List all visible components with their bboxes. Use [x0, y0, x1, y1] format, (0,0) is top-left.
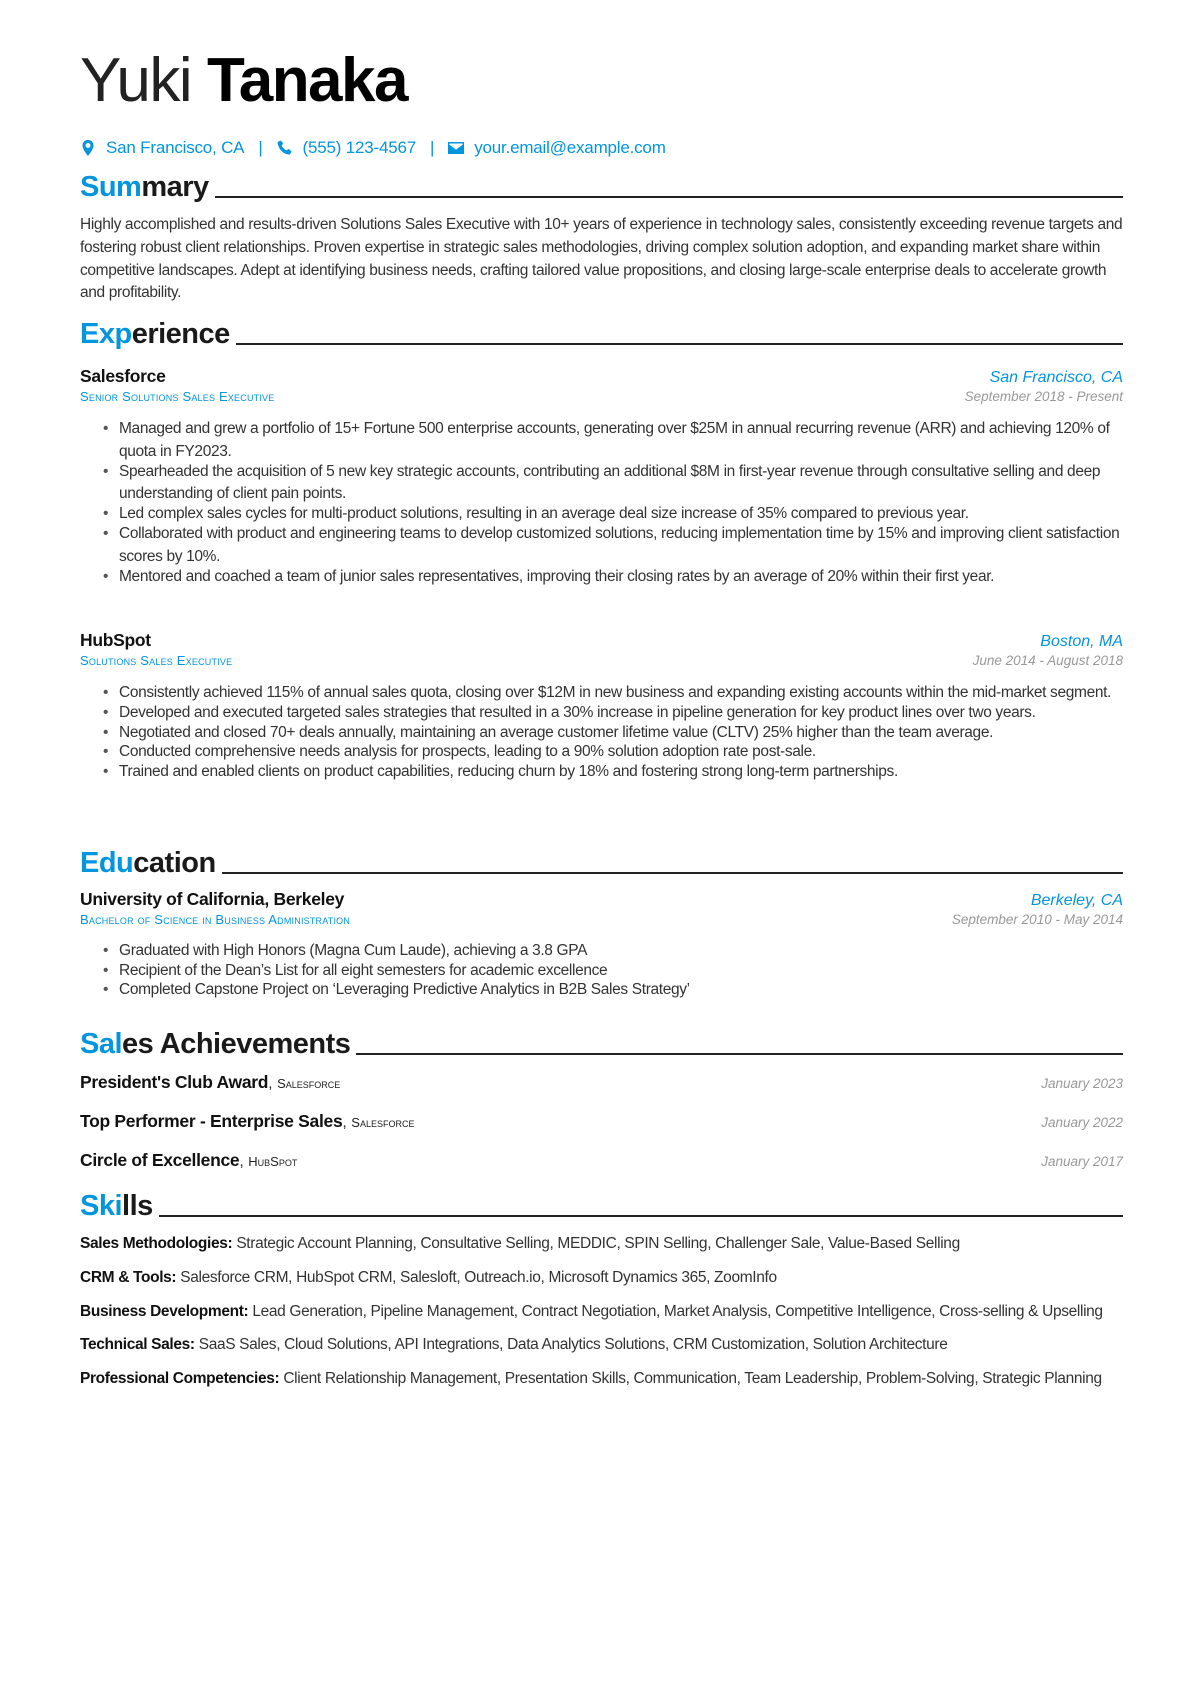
- achievement-item: President's Club Award, Salesforce January 2023: [80, 1072, 1123, 1092]
- separator: |: [258, 138, 263, 157]
- bullet: • Recipient of the Dean’s List for all eight semesters for academic excellence: [119, 961, 1123, 981]
- summary-section: [80, 170, 1123, 305]
- job-dates: September 2018 - Present: [964, 389, 1123, 404]
- heading-rest: mary: [141, 171, 209, 203]
- heading-accent: Ski: [80, 1190, 123, 1222]
- achievement-title: Top Performer - Enterprise Sales: [80, 1111, 343, 1131]
- first-name: Yuki: [80, 46, 192, 115]
- skill-row: [80, 1233, 1123, 1256]
- heading-rest: cation: [133, 847, 216, 879]
- experience-section: [80, 317, 1123, 351]
- bullet: • Consistently achieved 115% of annual sales quota, closing over $12M in new business and expanding existing accounts within the mid-market segment.: [119, 682, 1123, 705]
- bullet: • Spearheaded the acquisition of 5 new key strategic accounts, contributing an additional $8M in first-year revenue through consultative selling and deep understanding of client pain points.: [119, 461, 1123, 507]
- achievements-section: [80, 1027, 1123, 1171]
- achievement-org: HubSpot: [248, 1154, 298, 1169]
- company: Salesforce: [80, 366, 166, 386]
- section-heading: [80, 846, 1123, 880]
- heading-accent: Edu: [80, 847, 134, 879]
- school: University of California, Berkeley: [80, 889, 345, 909]
- heading-accent: Exp: [80, 318, 132, 350]
- envelope-icon: [448, 140, 464, 156]
- job-location: San Francisco, CA: [989, 369, 1123, 386]
- skill-row: [80, 1368, 1123, 1391]
- skill-row: [80, 1301, 1123, 1324]
- achievement-item: Top Performer - Enterprise Sales, Salesforce January 2022: [80, 1111, 1123, 1131]
- heading-accent: Sal: [80, 1028, 123, 1060]
- skill-row: [80, 1267, 1123, 1290]
- skill-value: Strategic Account Planning, Consultative Selling, MEDDIC, SPIN Selling, Challenger Sale, Value-Based Selling: [236, 1235, 960, 1252]
- degree: Bachelor of Science in Business Administration: [80, 912, 351, 927]
- job-bullets: [80, 418, 1123, 588]
- job-title: Senior Solutions Sales Executive: [80, 389, 275, 404]
- section-rule: [222, 872, 1123, 874]
- achievement-org: Salesforce: [351, 1115, 415, 1130]
- last-name: Tanaka: [206, 46, 408, 115]
- education-section: [80, 846, 1123, 1000]
- separator: |: [430, 138, 435, 157]
- bullet: • Led complex sales cycles for multi-product solutions, resulting in an average deal size increase of 35% compared to previous year.: [119, 503, 1123, 526]
- bullet: • Negotiated and closed 70+ deals annually, maintaining an average customer lifetime value (CLTV) 25% higher than the team average.: [119, 722, 1123, 745]
- bullet: • Graduated with High Honors (Magna Cum Laude), achieving a 3.8 GPA: [119, 941, 1123, 961]
- skill-value: Salesforce CRM, HubSpot CRM, Salesloft, Outreach.io, Microsoft Dynamics 365, ZoomInfo: [180, 1268, 777, 1286]
- job-entry: [80, 630, 1123, 784]
- bullet: • Mentored and coached a team of junior sales representatives, improving their closing rates by an average of 20% within their first year.: [119, 566, 1123, 589]
- skill-label: Technical Sales:: [80, 1336, 195, 1354]
- candidate-name: [80, 44, 1123, 118]
- heading-rest: lls: [122, 1190, 153, 1222]
- skill-row: [80, 1334, 1123, 1357]
- job-title: Solutions Sales Executive: [80, 653, 233, 668]
- heading-accent: Sum: [80, 171, 142, 203]
- skill-label: Business Development:: [80, 1302, 249, 1320]
- education-bullets: [80, 941, 1123, 1000]
- heading-rest: erience: [131, 318, 230, 350]
- email-link[interactable]: your.email@example.com: [474, 138, 666, 157]
- skills-section: [80, 1189, 1123, 1391]
- section-heading: [80, 1027, 1123, 1061]
- phone-icon: [277, 140, 293, 156]
- heading-rest: es Achievements: [122, 1028, 351, 1060]
- section-heading: [80, 317, 1123, 351]
- bullet: • Developed and executed targeted sales strategies that resulted in a 30% increase in pipeline generation for key product lines over two years.: [119, 702, 1123, 725]
- section-heading: [80, 170, 1123, 204]
- skill-label: CRM & Tools:: [80, 1268, 177, 1286]
- achievement-title: Circle of Excellence: [80, 1150, 240, 1170]
- bullet: • Collaborated with product and engineering teams to develop customized solutions, reducing implementation time by 15% and improving client satisfaction scores by 10%.: [119, 523, 1123, 569]
- map-marker-icon: [80, 140, 96, 156]
- job-location: Boston, MA: [1040, 633, 1123, 650]
- achievement-title: President's Club Award: [80, 1072, 269, 1092]
- skill-value: Client Relationship Management, Presentation Skills, Communication, Team Leadership, Problem-Solving, Strategic Planning: [283, 1370, 1102, 1388]
- achievement-item: Circle of Excellence, HubSpot January 2017: [80, 1150, 1123, 1170]
- achievement-date: January 2023: [1041, 1076, 1123, 1091]
- education-dates: September 2010 - May 2014: [951, 912, 1123, 927]
- company: HubSpot: [80, 630, 151, 650]
- phone-link[interactable]: (555) 123-4567: [302, 138, 416, 157]
- school-location: Berkeley, CA: [1030, 892, 1123, 909]
- achievement-org: Salesforce: [277, 1076, 341, 1091]
- achievement-date: January 2022: [1041, 1115, 1123, 1130]
- location-text: San Francisco, CA: [106, 138, 245, 157]
- section-rule: [159, 1215, 1123, 1217]
- job-bullets: [80, 682, 1123, 784]
- section-rule: [236, 343, 1123, 345]
- summary-text: Highly accomplished and results-driven Solutions Sales Executive with 10+ years of experience in technology sales, consistently exceeding revenue targets and fostering robust client relationships. Proven expertise in strategic sales methodologies, driving complex solution adoption, and expanding market share within competitive landscapes. Adept at identifying business needs, crafting tailored value propositions, and closing large-scale enterprise deals to accelerate growth and profitability.: [80, 216, 1123, 302]
- bullet: • Trained and enabled clients on product capabilities, reducing churn by 18% and fostering strong long-term partnerships.: [119, 761, 1123, 784]
- bullet: • Completed Capstone Project on ‘Leveraging Predictive Analytics in B2B Sales Strategy’: [119, 980, 1123, 1000]
- skill-label: Sales Methodologies:: [80, 1235, 233, 1252]
- skill-label: Professional Competencies:: [80, 1370, 280, 1388]
- section-rule: [215, 196, 1123, 198]
- section-rule: [356, 1053, 1123, 1055]
- bullet: • Managed and grew a portfolio of 15+ Fortune 500 enterprise accounts, generating over $25M in annual recurring revenue (ARR) and achieving 120% of quota in FY2023.: [119, 418, 1123, 464]
- job-entry: [80, 366, 1123, 588]
- job-dates: June 2014 - August 2018: [972, 653, 1123, 668]
- contact-info: [80, 136, 1123, 160]
- bullet: • Conducted comprehensive needs analysis for prospects, leading to a 90% solution adoption rate post-sale.: [119, 741, 1123, 764]
- achievement-date: January 2017: [1041, 1154, 1123, 1169]
- section-heading: [80, 1189, 1123, 1223]
- skill-value: Lead Generation, Pipeline Management, Contract Negotiation, Market Analysis, Competitive Intelligence, Cross-selling & Upselling: [252, 1302, 1103, 1320]
- skill-value: SaaS Sales, Cloud Solutions, API Integrations, Data Analytics Solutions, CRM Customization, Solution Architecture: [198, 1336, 948, 1354]
